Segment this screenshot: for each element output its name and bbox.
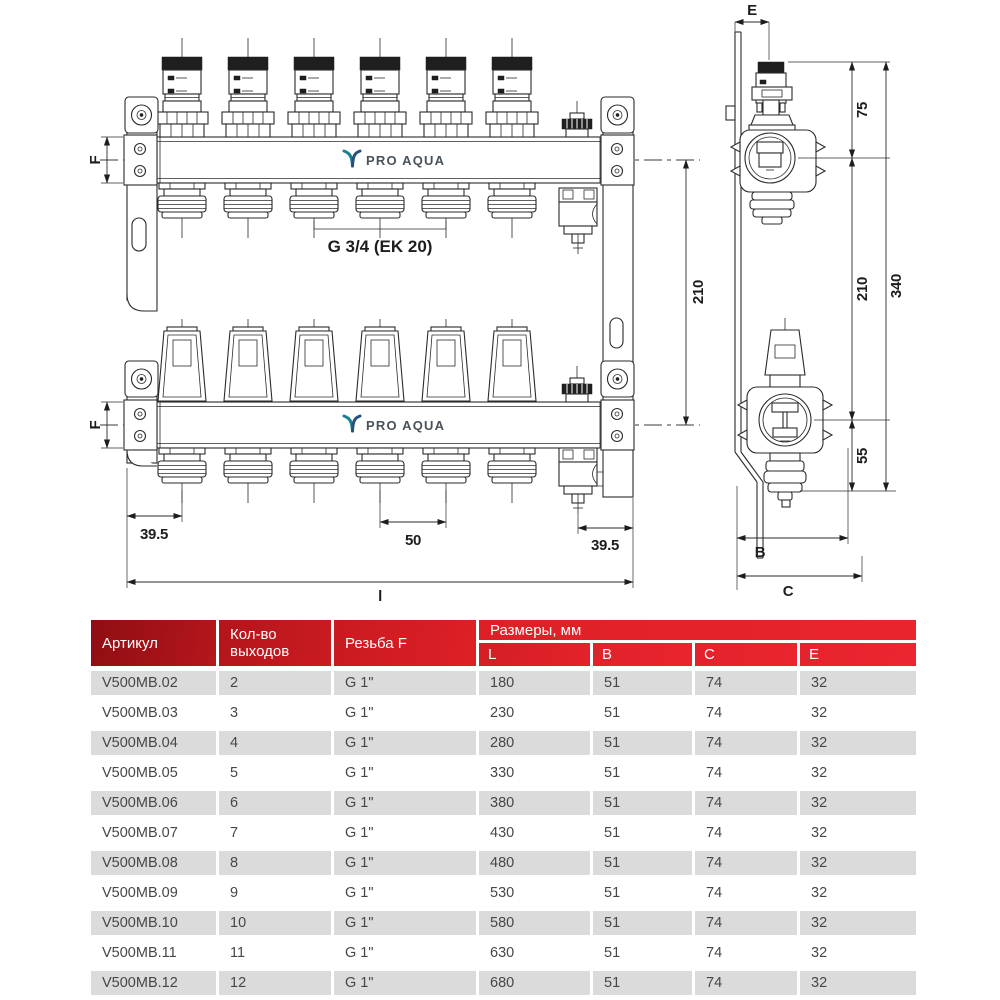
air-vent-valve: [562, 101, 592, 137]
cell-thread: G 1": [334, 851, 476, 875]
outlet-connector: [290, 183, 338, 238]
dim-39-5-left: 39.5: [140, 526, 168, 543]
outlet-connector: [488, 183, 536, 238]
cell-e: 32: [800, 761, 916, 785]
cell-thread: G 1": [334, 791, 476, 815]
table-row: [91, 971, 916, 995]
cell-thread: G 1": [334, 941, 476, 965]
cell-l: 680: [479, 971, 590, 995]
cell-l: 380: [479, 791, 590, 815]
thermostatic-cap: [158, 319, 206, 401]
cell-outlets: 7: [219, 821, 331, 845]
header-size-e: E: [800, 643, 916, 666]
side-bottom-valve: [738, 318, 832, 507]
cell-c: 74: [695, 671, 797, 695]
cell-thread: G 1": [334, 671, 476, 695]
cell-l: 180: [479, 671, 590, 695]
table-row: [91, 941, 916, 965]
cell-article: V500MB.08: [91, 851, 216, 875]
header-sizes-group: Размеры, мм: [479, 620, 916, 640]
table-header: [91, 620, 916, 666]
cell-b: 51: [593, 671, 692, 695]
table-row: [91, 701, 916, 725]
cell-b: 51: [593, 821, 692, 845]
cell-b: 51: [593, 731, 692, 755]
outlet-connector: [224, 183, 272, 238]
table-row: [91, 791, 916, 815]
front-view: [87, 38, 707, 605]
table-row: [91, 851, 916, 875]
cell-e: 32: [800, 941, 916, 965]
flow-meter-valve: [420, 38, 472, 137]
outlet-connector: [422, 183, 470, 238]
cell-thread: G 1": [334, 821, 476, 845]
table-row: [91, 731, 916, 755]
cell-outlets: 4: [219, 731, 331, 755]
brand-text-bottom: PRO AQUA: [366, 418, 446, 433]
cell-c: 74: [695, 941, 797, 965]
table-row: [91, 821, 916, 845]
cell-e: 32: [800, 971, 916, 995]
cell-thread: G 1": [334, 761, 476, 785]
cell-c: 74: [695, 881, 797, 905]
cell-outlets: 12: [219, 971, 331, 995]
cell-e: 32: [800, 731, 916, 755]
dim-39-5-right: 39.5: [591, 537, 619, 554]
header-thread: Резьба F: [334, 620, 476, 666]
cell-outlets: 8: [219, 851, 331, 875]
table-body: [91, 671, 916, 995]
dim-c: C: [782, 583, 794, 600]
air-vent-valve: [562, 366, 592, 402]
drain-valve: [559, 188, 597, 254]
cell-l: 230: [479, 701, 590, 725]
dim-e: E: [747, 2, 757, 19]
cell-b: 51: [593, 881, 692, 905]
thermostatic-cap: [356, 319, 404, 401]
cell-outlets: 9: [219, 881, 331, 905]
dim-210-front: 210: [689, 279, 707, 305]
dim-f-bottom: F: [86, 420, 104, 430]
flow-meter-valve: [354, 38, 406, 137]
cell-l: 580: [479, 911, 590, 935]
dim-75: 75: [853, 101, 871, 119]
header-outlets-count: Кол-во выходов: [219, 620, 331, 666]
dim-length-l: l: [378, 588, 382, 605]
cell-e: 32: [800, 881, 916, 905]
flow-meter-valve: [222, 38, 274, 137]
outlet-connector: [290, 448, 338, 503]
cell-e: 32: [800, 671, 916, 695]
cell-article: V500MB.05: [91, 761, 216, 785]
cell-article: V500MB.12: [91, 971, 216, 995]
cell-l: 630: [479, 941, 590, 965]
cell-thread: G 1": [334, 731, 476, 755]
cell-outlets: 10: [219, 911, 331, 935]
thermostatic-cap: [488, 319, 536, 401]
dim-b: B: [754, 544, 766, 561]
cell-b: 51: [593, 851, 692, 875]
thermostatic-cap: [224, 319, 272, 401]
side-view: [726, 2, 905, 600]
outlet-thread-label: G 3/4 (EK 20): [327, 237, 433, 256]
dim-f-top: F: [86, 155, 104, 165]
cell-b: 51: [593, 761, 692, 785]
cell-article: V500MB.02: [91, 671, 216, 695]
cell-outlets: 3: [219, 701, 331, 725]
cell-b: 51: [593, 941, 692, 965]
cell-l: 430: [479, 821, 590, 845]
cell-thread: G 1": [334, 701, 476, 725]
flow-meter-valve: [288, 38, 340, 137]
cell-thread: G 1": [334, 881, 476, 905]
header-article: Артикул: [91, 620, 216, 666]
left-bracket-top: [124, 97, 158, 311]
cell-outlets: 11: [219, 941, 331, 965]
cell-c: 74: [695, 731, 797, 755]
cell-b: 51: [593, 701, 692, 725]
cell-outlets: 2: [219, 671, 331, 695]
thermostatic-cap: [290, 319, 338, 401]
cell-article: V500MB.06: [91, 791, 216, 815]
table-row: [91, 911, 916, 935]
flow-meter-valve: [156, 38, 208, 137]
brand-text-top: PRO AQUA: [366, 153, 446, 168]
dim-210-side: 210: [853, 276, 871, 302]
header-size-c: C: [695, 643, 797, 666]
spec-table: [91, 620, 916, 995]
cell-article: V500MB.09: [91, 881, 216, 905]
cell-c: 74: [695, 821, 797, 845]
table-row: [91, 761, 916, 785]
cell-c: 74: [695, 911, 797, 935]
table-row: [91, 881, 916, 905]
cell-e: 32: [800, 851, 916, 875]
cell-article: V500MB.11: [91, 941, 216, 965]
header-size-l: L: [479, 643, 590, 666]
header-size-b: B: [593, 643, 692, 666]
cell-l: 330: [479, 761, 590, 785]
cell-b: 51: [593, 791, 692, 815]
table-row: [91, 671, 916, 695]
cell-c: 74: [695, 971, 797, 995]
cell-e: 32: [800, 911, 916, 935]
cell-l: 480: [479, 851, 590, 875]
cell-e: 32: [800, 791, 916, 815]
outlet-connector: [488, 448, 536, 503]
dim-340: 340: [887, 273, 905, 299]
cell-b: 51: [593, 911, 692, 935]
cell-c: 74: [695, 791, 797, 815]
cell-l: 280: [479, 731, 590, 755]
cell-l: 530: [479, 881, 590, 905]
cell-thread: G 1": [334, 971, 476, 995]
cell-article: V500MB.04: [91, 731, 216, 755]
thermostatic-cap: [422, 319, 470, 401]
flow-meter-valve: [486, 38, 538, 137]
outlet-connector: [158, 183, 206, 238]
dim-50: 50: [404, 532, 422, 549]
side-top-valve: [731, 62, 825, 224]
outlet-connector: [356, 183, 404, 238]
cell-b: 51: [593, 971, 692, 995]
cell-e: 32: [800, 701, 916, 725]
cell-c: 74: [695, 851, 797, 875]
cell-c: 74: [695, 701, 797, 725]
drain-valve: [559, 448, 597, 514]
dim-55: 55: [853, 447, 871, 465]
cell-article: V500MB.03: [91, 701, 216, 725]
cell-outlets: 6: [219, 791, 331, 815]
cell-article: V500MB.10: [91, 911, 216, 935]
cell-c: 74: [695, 761, 797, 785]
cell-thread: G 1": [334, 911, 476, 935]
cell-e: 32: [800, 821, 916, 845]
left-bracket-bottom: [124, 361, 158, 466]
outlet-connector: [224, 448, 272, 503]
cell-outlets: 5: [219, 761, 331, 785]
cell-article: V500MB.07: [91, 821, 216, 845]
